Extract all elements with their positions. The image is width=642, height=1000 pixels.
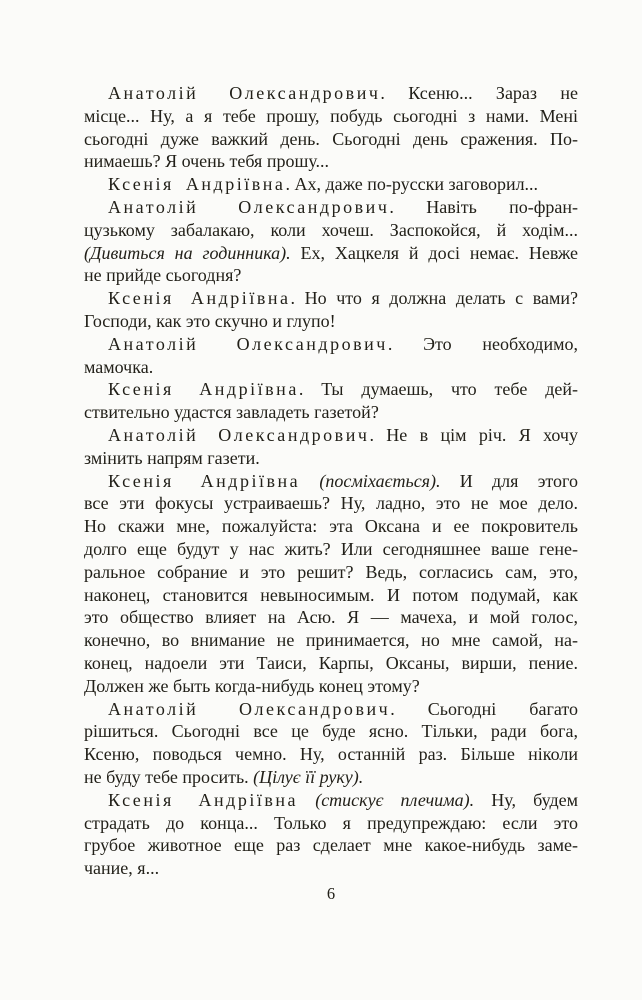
dialogue-text: ральное собрание и это решит? Ведь, согласись сам, это, — [84, 561, 578, 582]
text-line — [84, 515, 578, 538]
dialogue-text: не буду тебе просить. — [84, 766, 254, 787]
dialogue-text: . Ксеню... Зараз не — [380, 83, 578, 103]
dialogue-text: И для этого — [440, 470, 578, 491]
dialogue-text: цузькому забалакаю, коли хочеш. Заспокойся, й ходім... — [84, 219, 578, 240]
dialogue-text: все эти фокусы устраиваешь? Ну, ладно, это не мое дело. — [84, 493, 578, 514]
text-line — [84, 857, 578, 880]
text-line — [84, 287, 578, 310]
text-line — [84, 561, 578, 584]
dialogue-text: конец, надоели эти Таиси, Карпы, Оксаны, вирши, пение. — [84, 652, 578, 673]
dialogue-text: Ксеню, поводься чемно. Ну, останній раз. Більше ніколи — [84, 744, 578, 765]
page-number: 6 — [326, 884, 336, 903]
dialogue-text: сьогодні дуже важкий день. Сьогодні день сражения. По- — [84, 128, 578, 149]
text-line — [84, 766, 578, 789]
text-line — [84, 173, 578, 196]
dialogue-text: місце... Ну, а я тебе прошу, побудь сьогодні з нами. Мені — [84, 105, 578, 126]
dialogue-text: страдать до конца... Только я предупреждаю: если это — [84, 812, 578, 833]
text-line — [84, 264, 578, 287]
text-line — [84, 310, 578, 333]
speaker-name: Ксенія Андріївна — [108, 470, 301, 491]
text-line — [84, 196, 578, 219]
text-line — [84, 447, 578, 470]
dialogue-text: нимаешь? Я очень тебя прошу... — [84, 151, 330, 172]
dialogue-text: . Навіть по-фран- — [389, 196, 578, 217]
text-line — [84, 128, 578, 151]
dialogue-text: ствительно удастся завладеть газетой? — [84, 402, 379, 423]
dialogue-text: . Не в цім річ. Я хочу — [369, 424, 578, 445]
speaker-name: Анатолій Олександрович — [108, 196, 390, 217]
text-line — [84, 470, 578, 493]
text-line — [84, 333, 578, 356]
dialogue-text: мамочка. — [84, 356, 154, 377]
dialogue-text: Господи, как это скучно и глупо! — [84, 310, 336, 331]
speaker-name: Ксенія Андріївна — [108, 174, 286, 195]
dialogue-text: долго еще будут у нас жить? Или сегодняшнее ваше гене- — [84, 538, 578, 559]
speaker-name: Ксенія Андріївна — [108, 379, 299, 400]
speaker-name: Анатолій Олександрович — [108, 333, 388, 354]
text-line — [84, 834, 578, 857]
text-line — [84, 378, 578, 401]
speaker-name: Ксенія Андріївна — [108, 789, 299, 810]
speaker-name: Анатолій Олександрович — [108, 424, 370, 445]
text-line — [84, 584, 578, 607]
page-text — [84, 82, 578, 880]
dialogue-text: наконец, становится невыносимым. И потом подумай, как — [84, 584, 578, 605]
speaker-name: Анатолій Олександрович — [108, 698, 391, 719]
text-line — [84, 105, 578, 128]
dialogue-text: . Ах, даже по-русски заговорил... — [285, 174, 539, 195]
dialogue-text: не прийде сьогодня? — [84, 265, 242, 286]
text-line — [84, 743, 578, 766]
dialogue-text: чание, я... — [84, 858, 160, 879]
dialogue-text: Ех, Хацкеля й досі немає. Невже — [290, 242, 578, 263]
text-line — [84, 356, 578, 379]
speaker-name: Анатолій Олександрович — [108, 83, 381, 103]
dialogue-text: . Но что я должна делать с вами? — [290, 288, 578, 309]
dialogue-text: Но скажи мне, пожалуйста: эта Оксана и ее покровитель — [84, 516, 578, 537]
stage-direction: (посміхається). — [300, 470, 441, 491]
text-line — [84, 424, 578, 447]
text-line — [84, 82, 578, 105]
dialogue-text: Ну, будем — [474, 789, 578, 810]
stage-direction: (стискує плечима). — [298, 789, 475, 810]
text-line — [84, 606, 578, 629]
dialogue-text: . Это необходимо, — [387, 333, 578, 354]
dialogue-text: змінить напрям газети. — [84, 447, 260, 468]
dialogue-text: . Сьогодні багато — [390, 698, 578, 719]
dialogue-text: рішиться. Сьогодні все це буде ясно. Тільки, ради бога, — [84, 721, 578, 742]
text-line — [84, 242, 578, 265]
text-line — [84, 150, 578, 173]
text-line — [84, 720, 578, 743]
text-line — [84, 652, 578, 675]
dialogue-text: грубое животное еще раз сделает мне какое-нибудь заме- — [84, 835, 578, 856]
text-line — [84, 789, 578, 812]
text-line — [84, 812, 578, 835]
text-line — [84, 698, 578, 721]
speaker-name: Ксенія Андріївна — [108, 288, 291, 309]
dialogue-text: конечно, во внимание не принимается, но мне самой, на- — [84, 630, 578, 651]
dialogue-text: Должен же быть когда-нибудь конец этому? — [84, 675, 420, 696]
text-line — [84, 219, 578, 242]
text-line — [84, 629, 578, 652]
dialogue-text: . Ты думаешь, что тебе дей- — [298, 379, 578, 400]
stage-direction: (Дивиться на годинника). — [84, 242, 291, 263]
dialogue-text: это общество влияет на Асю. Я — мачеха, и мой голос, — [84, 607, 578, 628]
text-line — [84, 538, 578, 561]
text-line — [84, 675, 578, 698]
text-line — [84, 401, 578, 424]
text-line — [84, 492, 578, 515]
stage-direction: (Цілує її руку). — [253, 766, 364, 787]
